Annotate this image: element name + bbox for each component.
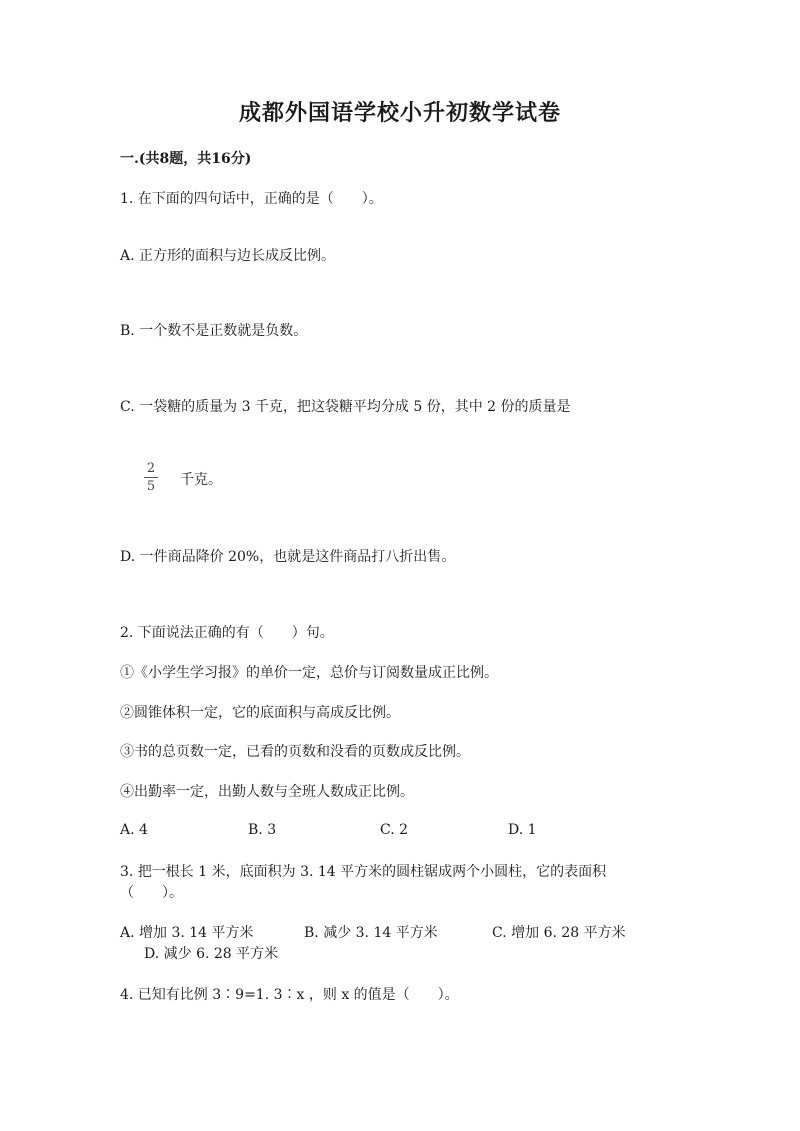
question-1-option-c: C. 一袋糖的质量为 3 千克，把这袋糖平均分成 5 份，其中 2 份的质量是 bbox=[120, 399, 571, 415]
fraction-two-fifths bbox=[143, 462, 159, 493]
question-2-statement-4: ④出勤率一定，出勤人数与全班人数成正比例。 bbox=[120, 784, 414, 800]
question-2-statement-3: ③书的总页数一定，已看的页数和没看的页数成反比例。 bbox=[120, 744, 470, 760]
question-3-option-b: B. 减少 3. 14 平方米 bbox=[304, 925, 438, 941]
question-1-option-b: B. 一个数不是正数就是负数。 bbox=[120, 323, 308, 339]
question-2-option-c: C. 2 bbox=[380, 822, 409, 838]
page-title: 成都外国语学校小升初数学试卷 bbox=[238, 100, 561, 126]
section-heading: 一.(共8题，共16分) bbox=[120, 151, 252, 167]
question-2-statement-2: ②圆锥体积一定，它的底面积与高成反比例。 bbox=[120, 705, 400, 721]
question-3-option-a: A. 增加 3. 14 平方米 bbox=[120, 925, 254, 941]
question-3-option-d: D. 减少 6. 28 平方米 bbox=[144, 946, 279, 962]
question-4-stem: 4. 已知有比例 3∶9=1. 3∶x ，则 x 的值是（ ）。 bbox=[120, 987, 459, 1003]
question-2-stem: 2. 下面说法正确的有（ ）句。 bbox=[120, 625, 334, 641]
question-3-option-c: C. 增加 6. 28 平方米 bbox=[492, 925, 626, 941]
question-2-option-a: A. 4 bbox=[120, 822, 148, 838]
question-3-stem-continued: （ ）。 bbox=[120, 885, 183, 901]
question-1-stem: 1. 在下面的四句话中，正确的是（ ）。 bbox=[120, 191, 383, 207]
fraction-numerator: 2 bbox=[146, 461, 156, 476]
question-1-option-d: D. 一件商品降价 20%，也就是这件商品打八折出售。 bbox=[120, 549, 456, 565]
fraction-denominator: 5 bbox=[146, 479, 156, 494]
question-1-option-a: A. 正方形的面积与边长成反比例。 bbox=[120, 248, 336, 264]
question-2-option-b: B. 3 bbox=[248, 822, 277, 838]
question-2-option-d: D. 1 bbox=[508, 822, 537, 838]
question-2-statement-1: ①《小学生学习报》的单价一定，总价与订阅数量成正比例。 bbox=[120, 665, 498, 681]
question-3-stem: 3. 把一根长 1 米，底面积为 3. 14 平方米的圆柱锯成两个小圆柱，它的表面积 bbox=[120, 864, 607, 880]
question-1-option-c-unit: 千克。 bbox=[180, 472, 222, 488]
